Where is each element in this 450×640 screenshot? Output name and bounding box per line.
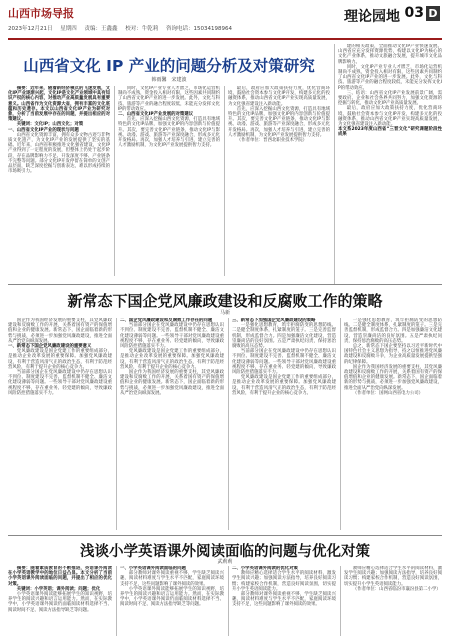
article3-body-a-cont: 小学英语课外阅读能够拓展学生的知识视野，培养学生的阅读兴趣和语言运用能力。然而，在实际教学中，小学英语课外阅读仍面临阅读材料选择不当、阅读时间不足、阅读方法指导缺乏等问题。 (120, 586, 224, 608)
article2-body-e: 总之，新常态下国企要坚持以习近平新时代中国特色社会主义思想为指导，持之以恒推进党风廉政建设和反腐败斗争，为企业高质量发展提供坚强的纪律保障。 (344, 344, 442, 365)
article2-body-c-cont: 当前部分国企在党风廉政建设中仍存在思想认识不到位、制度建设不完善、监督机制不健全、廉洁文化建设薄弱等问题。一些领导干部对党风廉政建设重视程度不够，存在重业务、轻党建的倾向，导致廉政风险防控措施落实不力。 (232, 349, 336, 376)
article3-col2 (120, 566, 224, 636)
article1-title: 山西省文化 IP 产业的问题分析及对策研究 (23, 57, 315, 75)
article1-byline: 韩雨馨 宋建波 (151, 77, 187, 83)
article2-title: 新常态下国企党风廉政建设和反腐败工作的策略 (67, 292, 383, 310)
issue-date: 2023年12月21日 (8, 26, 53, 32)
article1-sec2-heading: 二、山西省文化IP产业发展的对策建议 (118, 112, 194, 118)
masthead-rule (8, 38, 442, 40)
issue-editor: 责编：王鑫鑫 (84, 26, 118, 32)
column-divider (334, 44, 335, 284)
column-divider (340, 318, 341, 530)
article2-body-c: 当前部分国企在党风廉政建设中仍存在思想认识不到位、制度建设不完善、监督机制不健全、廉洁文化建设薄弱等问题。一些领导干部对党风廉政建设重视程度不够，存在重业务、轻党建的倾向，导致廉政风险防控措施落实不力。 (120, 323, 224, 350)
article1-body-d: 最后，政府应加大政策扶持力度，优化营商环境，鼓励社会资本参与文化IP开发，构建多元化的投融资体系，推动山西省文化IP产业实现高质量发展，为文化强省建设注入新动能。 (228, 86, 330, 107)
article3-abstract: 摘要：随着素质教育的不断推进，英语课外阅读在小学英语教学中的地位日益凸显。本文分析了当前小学英语课外阅读面临的问题，并提出了相应的优化对策。 (8, 566, 112, 587)
article2-footer: （作者单位：国网山西省电力公司） (352, 390, 424, 396)
article2-sub1: 一、新常态下国企党风廉政建设的重要意义 (8, 344, 92, 350)
article2-sub3: 三、新常态下加强国企党风廉政建设的策略 (232, 318, 316, 323)
article1-body-c: 首先，应深入挖掘山西文化资源，打造具有地域特色的文化IP品牌，加强文化IP的内容创新与价值提升。其次，要完善文化IP产业链条，推动文化IP与影视、动漫、游戏、旅游等产业深度融合，形成多元化开发格局。再次，加强人才培养与引进，建立完善的人才激励机制，为文化IP产业发展提供智力支持。 (118, 117, 220, 149)
issue-meta (8, 24, 238, 32)
article2-body-c-part: 当前部分国企在党风廉政建设中仍存在思想认识不到位、制度建设不完善、监督机制不健全、廉洁文化建设薄弱等问题。一些领导干部对党风廉政建设重视程度不够，存在重业务、轻党建的倾向，导致廉政风险防控措施落实不力。 (8, 370, 112, 396)
column-divider (116, 566, 117, 636)
article3-byline: 武莉莉 (217, 559, 233, 565)
article2-body-b: 党风廉政建设是国企党建工作的重要组成部分，是推动企业改革发展的重要保障。加强党风廉政建设，有利于营造风清气正的政治生态，有利于防范经营风险，有利于提升企业的核心竞争力。 (8, 349, 112, 370)
issue-phone: 咨询电话：15034198964 (166, 26, 233, 32)
article3-col3 (232, 566, 336, 636)
article2-body-a-cont: 国企作为我国经济发展的重要支柱，其党风廉政建设和反腐败工作的开展，关系着国有资产的保值增值和企业的健康发展。新常态下，国企面临着新的形势与挑战，必须进一步加强党风廉政建设，推进全面从严治党向纵深发展。 (120, 370, 224, 396)
page-letter-badge: D (426, 6, 440, 21)
article3-keywords: 关键词：小学英语；课外阅读；问题；优化 (16, 586, 101, 592)
article3-col1 (8, 566, 112, 636)
article1-col1 (8, 86, 110, 278)
article1-col2 (118, 86, 220, 278)
article1-body-c-cont: 首先，应深入挖掘山西文化资源，打造具有地域特色的文化IP品牌，加强文化IP的内容创新与价值提升。其次，要完善文化IP产业链条，推动文化IP与影视、动漫、游戏、旅游等产业深度融合，形成多元化开发格局。再次，加强人才培养与引进，建立完善的人才激励机制，为文化IP产业发展提供智力支持。 (228, 106, 330, 138)
article2-body-a-more: 国企作为我国经济发展的重要支柱，其党风廉政建设和反腐败工作的开展，关系着国有资产的保值增值和企业的健康发展。新常态下，国企面临着新的形势与挑战，必须进一步加强党风廉政建设，推进全面从严治党向纵深发展。 (344, 364, 442, 391)
page-number (405, 5, 440, 21)
article2-col1 (8, 318, 112, 532)
article3-sub2: 二、小学英语课外阅读的优化对策 (232, 566, 298, 571)
masthead (8, 2, 442, 38)
column-divider (116, 318, 117, 530)
article1-keywords: 关键词：文化IP；山西文化；对策 (16, 122, 84, 128)
article3-body-c: 教师应精心选择适合学生水平的阅读材料，激发学生阅读兴趣；加强阅读方法指导，培养良好阅读习惯；构建家校合作机制，营造良好阅读氛围，切实提升小学生英语阅读能力。 (232, 571, 336, 592)
page-number-digits: 03 (404, 5, 424, 21)
section-divider (8, 284, 442, 285)
article1-body-b: 同时，文化IP产业专业人才匮乏，市场化运营机制尚不成熟，资金投入相对有限，这些因素共同制约了山西省文化IP产业的进一步发展。此外，文化与科技、旅游等产业的融合程度较低，未能充分发挥文化IP的带动效应。 (118, 86, 220, 112)
sidebar-body-a-cont: 同时，文化IP产业专业人才匮乏，市场化运营机制尚不成熟，资金投入相对有限，这些因素共同制约了山西省文化IP产业的进一步发展。此外，文化与科技、旅游等产业的融合程度较低，未能充分发挥文化IP的带动效应。 (338, 64, 442, 91)
article2-body-b-more: 党风廉政建设是国企党建工作的重要组成部分，是推动企业改革发展的重要保障。加强党风廉政建设，有利于营造风清气正的政治生态，有利于防范经营风险，有利于提升企业的核心竞争力。 (232, 375, 336, 396)
column-divider (224, 86, 225, 276)
article3-body-b-cont: 部分教师对课外阅读重视不够，学生缺乏阅读兴趣，阅读材料难度与学生水平不匹配，家庭阅读环境支持不足，这些问题影响了课外阅读的效果。 (232, 592, 336, 608)
section-divider (8, 535, 442, 536)
article2-body-d-cont: 一是强化思想教育，筑牢拒腐防变的思想防线。二是健全制度体系，扎紧制度的笼子。三是完善监督机制，形成监督合力。四是加强廉洁文化建设，营造崇廉尚洁的良好氛围。五是严肃执纪问责，保持惩治腐败的高压态势。 (344, 318, 442, 344)
article1-body-a: 山西省文化资源丰富，拥有众多文物古迹与非物质文化遗产，为文化IP产业的发展提供了坚实的基础。近年来，山西省积极推进文化强省建设，文化IP产业得到了一定程度的发展，但整体上仍处于起步阶段，存在品牌影响力不足、开发深度不够、产业链条不完整等问题。部分文化IP开发停留在简单的文创产品层面，缺乏深度挖掘与创新表达，难以形成持续的市场吸引力。 (8, 132, 110, 175)
article2-body-a: 国企作为我国经济发展的重要支柱，其党风廉政建设和反腐败工作的开展，关系着国有资产的保值增值和企业的健康发展。新常态下，国企面临着新的形势与挑战，必须进一步加强党风廉政建设，推进全面从严治党向纵深发展。 (8, 318, 112, 344)
column-divider (340, 566, 341, 636)
article2-body-b-cont: 党风廉政建设是国企党建工作的重要组成部分，是推动企业改革发展的重要保障。加强党风廉政建设，有利于营造风清气正的政治生态，有利于防范经营风险，有利于提升企业的核心竞争力。 (120, 349, 224, 370)
article3-footer: （作者单位：山西省临汾市襄汾县第二小学） (352, 586, 441, 592)
article1-sec1-heading: 一、山西省文化IP产业的现状与问题 (8, 127, 79, 133)
section-title: 理论园地 (344, 9, 400, 25)
sidebar-body-a: 建的相关政策，全面推动文化IP产业快速发展。山西省应充分发挥资源优势，构建以文化IP为核心的文化产业体系，推动文旅融合发展，提升城市文化品牌影响力。 (338, 44, 442, 65)
article3-body-b: 部分教师对课外阅读重视不够，学生缺乏阅读兴趣，阅读材料难度与学生水平不匹配，家庭阅读环境支持不足，这些问题影响了课外阅读的效果。 (120, 571, 224, 587)
article3-col4 (344, 566, 442, 636)
article2-col3 (232, 318, 336, 532)
sidebar-body-d: 最后，政府应加大政策扶持力度，优化营商环境，鼓励社会资本参与文化IP开发，构建多元化的投融资体系，推动山西省文化IP产业实现高质量发展，为文化强省建设注入新动能。 (338, 106, 442, 128)
article1-footer: （作者单位：晋西北职业技术学院） (236, 138, 308, 144)
article2-col4 (344, 318, 442, 532)
article2-sub2: 二、国企党风廉政建设和反腐败工作存在的问题 (120, 318, 213, 323)
article2-body-d: 一是强化思想教育，筑牢拒腐防变的思想防线。二是健全制度体系，扎紧制度的笼子。三是完善监督机制，形成监督合力。四是加强廉洁文化建设，营造崇廉尚洁的良好氛围。五是严肃执纪问责，保持惩治腐败的高压态势。 (232, 323, 336, 350)
article2-byline: 马新 (219, 310, 230, 316)
sidebar-column (338, 44, 442, 276)
article1-abstract: 摘要：近年来，随着新经济模式的飞速发展，文化IP产业逐渐兴起，文化IP是文化产业领域中具有知识产权的核心内容，对推动产业高质量发展具有重要意义。山西省作为文化资源大省，拥有丰富的文化底蕴和历史遗存。本文以山西省文化IP产业为研究对象，分析了当前发展中存在的问题，并提出相应的对策建议。 (8, 86, 110, 123)
sidebar-body-b: 三、结语：山西省文化IP产业发展前景广阔，需要政府、企业和社会各界共同努力，加强文化资源的挖掘与转化，推动文化IP产业高质量发展。 (338, 90, 442, 107)
article3-body-c-cont: 教师应精心选择适合学生水平的阅读材料，激发学生阅读兴趣；加强阅读方法指导，培养良好阅读习惯；构建家校合作机制，营造良好阅读氛围，切实提升小学生英语阅读能力。 (344, 566, 442, 587)
paper-name: 山西市场导报 (8, 7, 74, 20)
article1-col3 (228, 86, 330, 278)
column-divider (114, 86, 115, 276)
article2-col2 (120, 318, 224, 532)
sidebar-note: 本文系2023年度山西省“三晋文化”研究课题阶段性成果 (338, 127, 442, 138)
article3-sub1: 一、小学英语课外阅读面临的问题 (120, 566, 186, 571)
issue-weekday: 星期四 (60, 26, 77, 32)
article3-title: 浅谈小学英语课外阅读面临的问题与优化对策 (80, 544, 370, 560)
issue-proof: 校对：牛乾莉 (125, 26, 159, 32)
column-divider (228, 566, 229, 636)
article3-body-a: 小学英语课外阅读能够拓展学生的知识视野，培养学生的阅读兴趣和语言运用能力。然而，在实际教学中，小学英语课外阅读仍面临阅读材料选择不当、阅读时间不足、阅读方法指导缺乏等问题。 (8, 592, 112, 613)
column-divider (228, 318, 229, 530)
